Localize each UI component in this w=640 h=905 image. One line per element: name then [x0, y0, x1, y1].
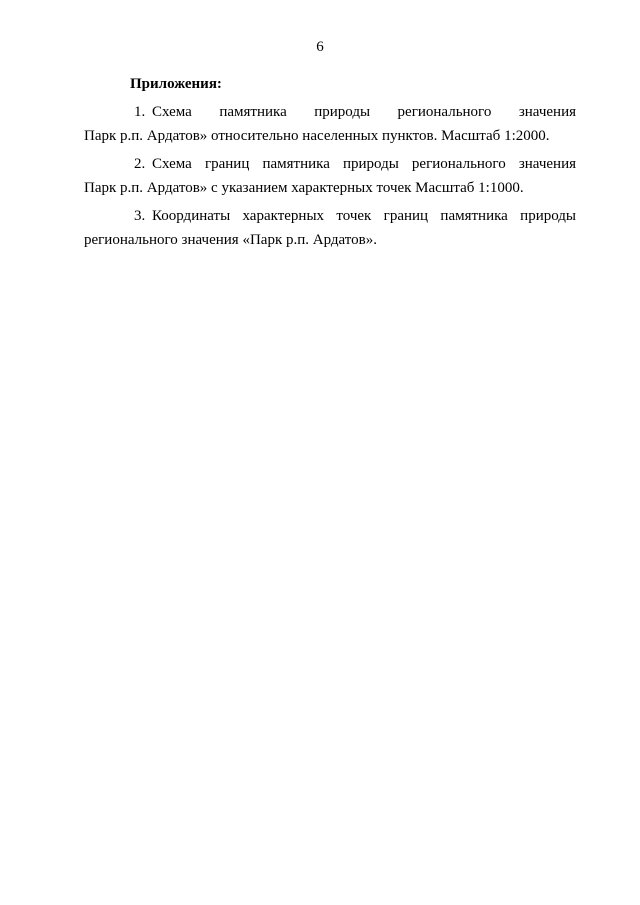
appendix-item-continuation: Парк р.п. Ардатов» с указанием характерных точек Масштаб 1:1000. [84, 180, 524, 196]
appendix-item-first-line [84, 152, 576, 176]
appendix-item [84, 204, 576, 252]
appendix-item [84, 152, 576, 200]
page-number: 6 [316, 39, 324, 55]
appendix-item-continuation: регионального значения «Парк р.п. Ардатов». [84, 232, 377, 248]
appendices-section [84, 72, 576, 256]
appendix-item-first-line [84, 100, 576, 124]
appendix-item-first-line [84, 204, 576, 228]
appendix-item-number: 3. [134, 208, 146, 224]
appendix-item-text: Схема памятника природы регионального значения [152, 104, 576, 120]
appendix-item-number: 2. [134, 156, 146, 172]
appendix-item-number: 1. [134, 104, 146, 120]
appendix-item-text: Схема границ памятника природы регионального значения [152, 156, 576, 172]
appendix-item [84, 100, 576, 148]
appendices-heading: Приложения: [130, 76, 222, 92]
appendix-item-text: Координаты характерных точек границ памятника природы [152, 208, 576, 224]
appendix-item-continuation: Парк р.п. Ардатов» относительно населенных пунктов. Масштаб 1:2000. [84, 128, 550, 144]
